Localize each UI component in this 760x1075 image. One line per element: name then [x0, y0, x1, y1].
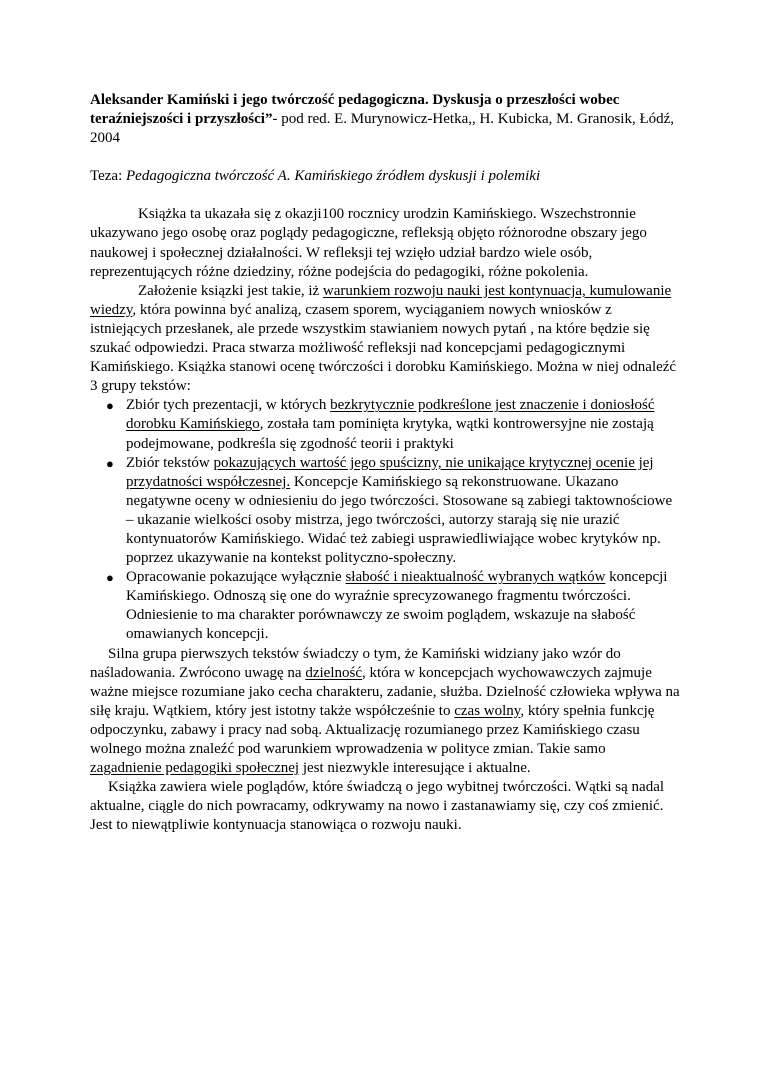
bullet-icon: ● [106, 570, 114, 586]
underlined-phrase: bezkrytycznie podkreślone jest znaczenie i doniosłość dorobku Kamińskiego [126, 397, 655, 433]
bullet-icon: ● [106, 398, 114, 414]
thesis [90, 167, 680, 186]
text-run: Zbiór tekstów [126, 454, 214, 471]
paragraph-first-group [90, 645, 680, 779]
underlined-phrase: dzielność [305, 664, 362, 681]
document-title [90, 91, 680, 148]
underlined-phrase: czas wolny [454, 702, 521, 719]
thesis-label: Teza: [90, 168, 127, 185]
underlined-phrase: słabość i nieaktualność wybranych wątków [345, 569, 606, 586]
text-run: , została tam pominięta krytyka, wątki kontrowersyjne nie zostają podejmowane, podkreśla się zgodność teorii i praktyki [126, 416, 654, 452]
title-bold: Aleksander Kamiński i jego twórczość pedagogiczna. Dyskusja o przeszłości wobec teraźniejszości i przyszłości” [90, 92, 620, 128]
text-run: Koncepcje Kamińskiego są rekonstruowane. Ukazano negatywne oceny w odniesieniu do jego twórczości. Stosowane są zabiegi taktownościowe – ukazanie wielkości osoby mistrza, jego twórczości, autorzy starają się nie urazić kontynuatorów Kamińskiego. Widać też zabiegi usprawiedliwiające wobec krytyków np. poprzez ukazywanie na kontekst polityczno-społeczny. [126, 473, 673, 567]
bullet-icon: ● [106, 455, 114, 471]
paragraph-assumption [90, 282, 680, 397]
underlined-phrase: zagadnienie pedagogiki społecznej [90, 760, 300, 777]
text-run: koncepcji Kamińskiego. Odnoszą się one do wyraźnie sprecyzowanego fragmentu twórczości. Odniesienie to ma charakter porównawczy ze swoim poglądem, wskazuje na słabość omawianych koncepcji. [126, 569, 668, 643]
thesis-text: Pedagogiczna twórczość A. Kamińskiego źródłem dyskusji i polemiki [126, 168, 541, 185]
text-run: , który spełnia funkcję odpoczynku, zabawy i pracy nad sobą. Aktualizację rozumianego przez Kamińskiego czasu wolnego można znaleźć pod warunkiem wprowadzenia w polityce zmian. Takie samo [90, 702, 655, 757]
list-item [106, 568, 680, 644]
text-run: jest niezwykle interesujące i aktualne. [299, 760, 531, 777]
underlined-phrase: warunkiem rozwoju nauki jest kontynuacja, kumulowanie wiedzy [90, 282, 672, 318]
text-run: Założenie ksiązki jest takie, iż [138, 282, 323, 299]
text-run: Silna grupa pierwszych tekstów świadczy o tym, że Kamiński widziany jako wzór do naśladowania. Zwrócono uwagę na [90, 645, 621, 681]
text-run: Opracowanie pokazujące wyłącznie [126, 569, 346, 586]
text-run: , która powinna być analizą, czasem sporem, wyciąganiem nowych wniosków z istniejących przesłanek, ale przede wszystkim stawianiem nowych pytań , na które będzie się szukać odpowiedzi. Praca stwarza możliwość refleksji nad koncepcjami pedagogicznymi Kamińskiego. Książka stanowi ocenę twórczości i dorobku Kamińskiego. Można w niej odnaleźć 3 grupy tekstów: [90, 301, 677, 395]
paragraph-intro: Książka ta ukazała się z okazji100 rocznicy urodzin Kamińskiego. Wszechstronnie ukazywano jego osobę oraz poglądy pedagogiczne, refleksją objęto różnorodne obszary jego naukowej i społecznej działalności. W refleksji tej wzięło udział bardzo wiele osób, reprezentujących różne dziedziny, różne podejścia do pedagogiki, różne pokolenia. [90, 206, 647, 280]
text-groups-list [90, 396, 680, 644]
title-editors: - pod red. E. Murynowicz-Hetka,, H. Kubicka, M. Granosik, Łódź, 2004 [90, 111, 675, 147]
text-run: , która w koncepcjach wychowawczych zajmuje ważne miejsce rozumiane jako cecha charakteru, zadanie, służba. Dzielność człowieka wpływa na siłę kraju. Wątkiem, który jest istotny także współcześnie to [90, 664, 680, 719]
list-item [106, 454, 680, 569]
text-run: Zbiór tych prezentacji, w których [126, 397, 331, 414]
document-body [90, 91, 680, 835]
paragraph-conclusion: Książka zawiera wiele poglądów, które świadczą o jego wybitnej twórczości. Wątki są nadal aktualne, ciągle do nich powracamy, odkrywamy na nowo i zastanawiamy się, czy coś zmienić. Jest to niewątpliwie kontynuacja stanowiąca o rozwoju nauki. [90, 779, 665, 834]
list-item [106, 396, 680, 453]
underlined-phrase: pokazujących wartość jego spuścizny, nie unikające krytycznej ocenie jej przydatności współczesnej. [126, 454, 654, 490]
